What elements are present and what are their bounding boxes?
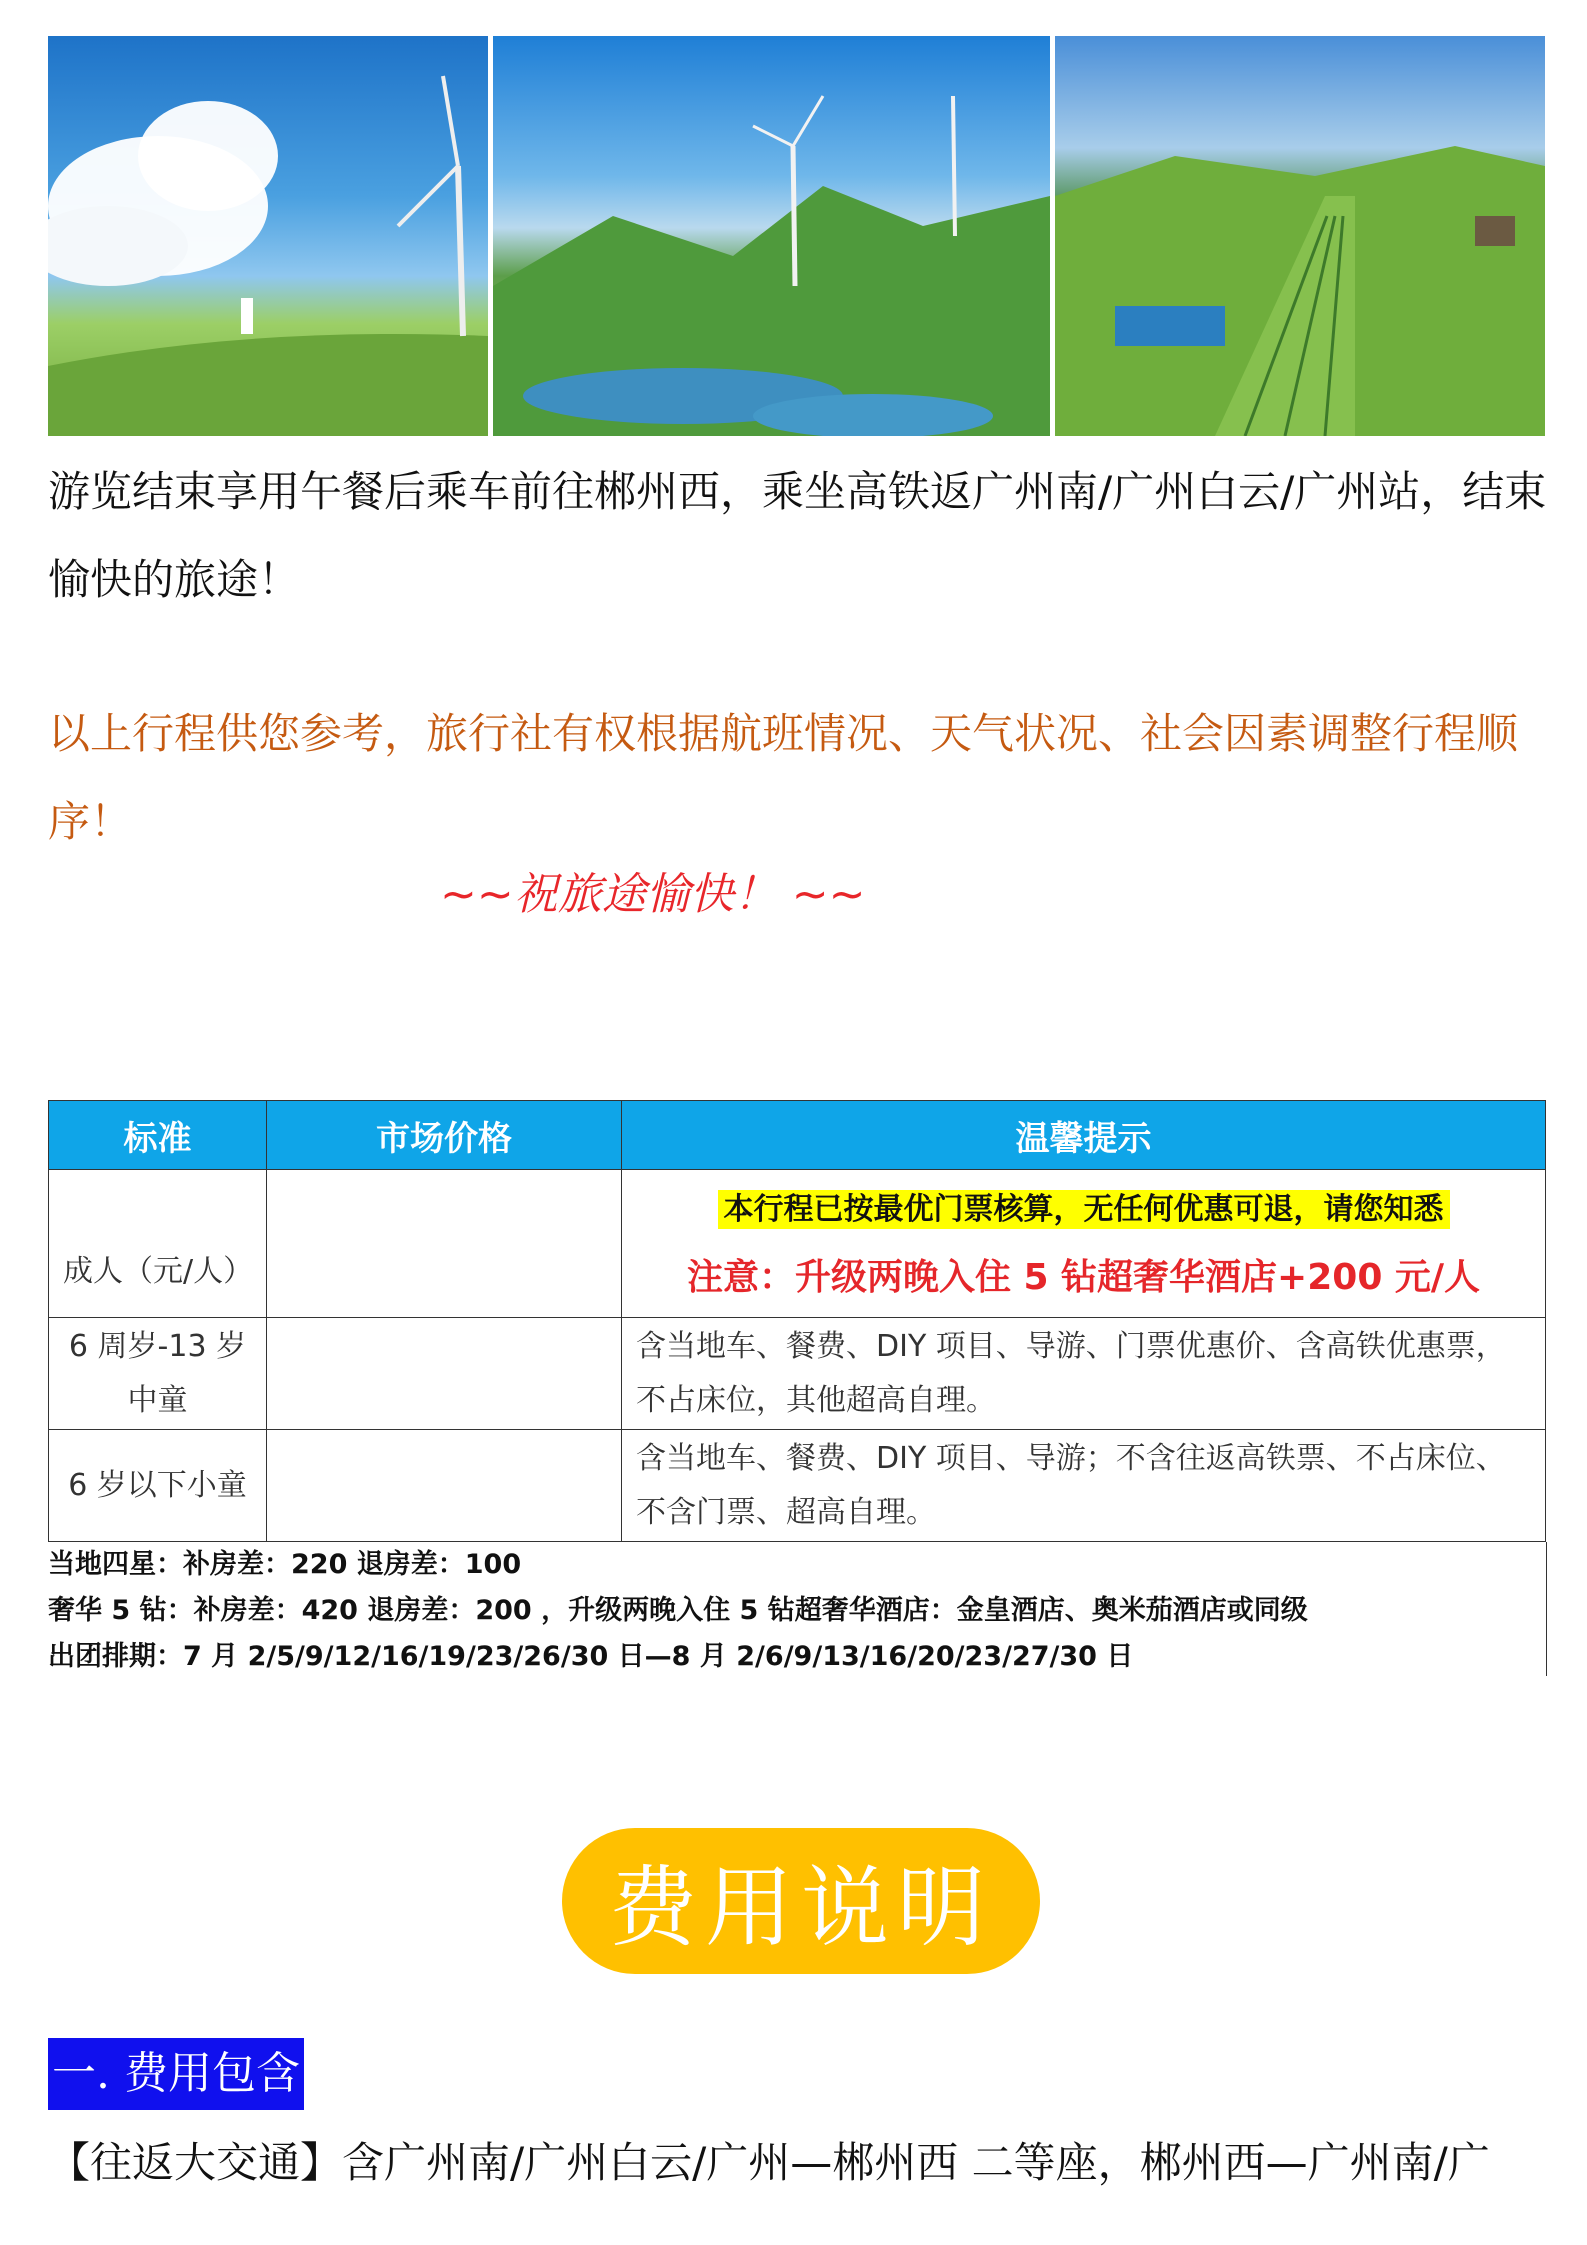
grass-slide-photo xyxy=(1055,36,1545,436)
standard-cell: 成人（元/人） xyxy=(49,1170,267,1318)
standard-line-2: 中童 xyxy=(127,1382,188,1418)
tip-cell xyxy=(622,1170,1546,1318)
windmill-meadow-photo xyxy=(48,36,488,436)
standard-cell xyxy=(49,1318,267,1430)
table-row-child xyxy=(49,1318,1546,1430)
itinerary-end-text: 游览结束享用午餐后乘车前往郴州西，乘坐高铁返广州南/广州白云/广州站，结束愉快的旅途！ xyxy=(48,467,1547,604)
section-title: 一. 费用包含 xyxy=(48,2038,304,2110)
market-price-cell xyxy=(267,1170,622,1318)
fee-title-badge: 费用说明 xyxy=(562,1828,1040,1974)
photo-strip xyxy=(48,36,1545,436)
table-row-adult xyxy=(49,1170,1546,1318)
price-table xyxy=(48,1100,1546,1542)
price-table-header xyxy=(49,1101,1546,1170)
upgrade-notice: 注意：升级两晚入住 5 钻超奢华酒店+200 元/人 xyxy=(686,1256,1481,1298)
highlight-tip: 本行程已按最优门票核算，无任何优惠可退，请您知悉 xyxy=(718,1190,1450,1229)
departure-schedule-line: 出团排期：7 月 2/5/9/12/16/19/23/26/30 日—8 月 2/6/9/13/16/20/23/27/30 日 xyxy=(48,1641,1134,1672)
standard-line-1: 6 周岁-13 岁 xyxy=(68,1328,247,1364)
header-tips: 温馨提示 xyxy=(622,1101,1546,1170)
wish-text: ~~祝旅途愉快！ ~~ xyxy=(440,869,866,920)
lake-windmill-photo xyxy=(493,36,1050,436)
luxury-five-diamond-line: 奢华 5 钻：补房差：420 退房差：200 ，升级两晚入住 5 钻超奢华酒店：金皇酒店、奥米茄酒店或同级 xyxy=(48,1595,1308,1626)
market-price-cell xyxy=(267,1318,622,1430)
room-and-schedule-notes xyxy=(48,1542,1547,1676)
header-market-price: 市场价格 xyxy=(267,1101,622,1170)
tip-cell: 含当地车、餐费、DIY 项目、导游；不含往返高铁票、不占床位、不含门票、超高自理。 xyxy=(622,1430,1546,1542)
traffic-line: 【往返大交通】含广州南/广州白云/广州—郴州西 二等座，郴州西—广州南/广 xyxy=(48,2138,1490,2187)
header-standard: 标准 xyxy=(49,1101,267,1170)
tip-cell: 含当地车、餐费、DIY 项目、导游、门票优惠价、含高铁优惠票，不占床位，其他超高自理。 xyxy=(622,1318,1546,1430)
standard-cell: 6 岁以下小童 xyxy=(49,1430,267,1542)
itinerary-note-text: 以上行程供您参考，旅行社有权根据航班情况、天气状况、社会因素调整行程顺序！ xyxy=(48,709,1519,846)
local-four-star-line: 当地四星：补房差：220 退房差：100 xyxy=(48,1549,522,1580)
market-price-cell xyxy=(267,1430,622,1542)
table-row-infant xyxy=(49,1430,1546,1542)
